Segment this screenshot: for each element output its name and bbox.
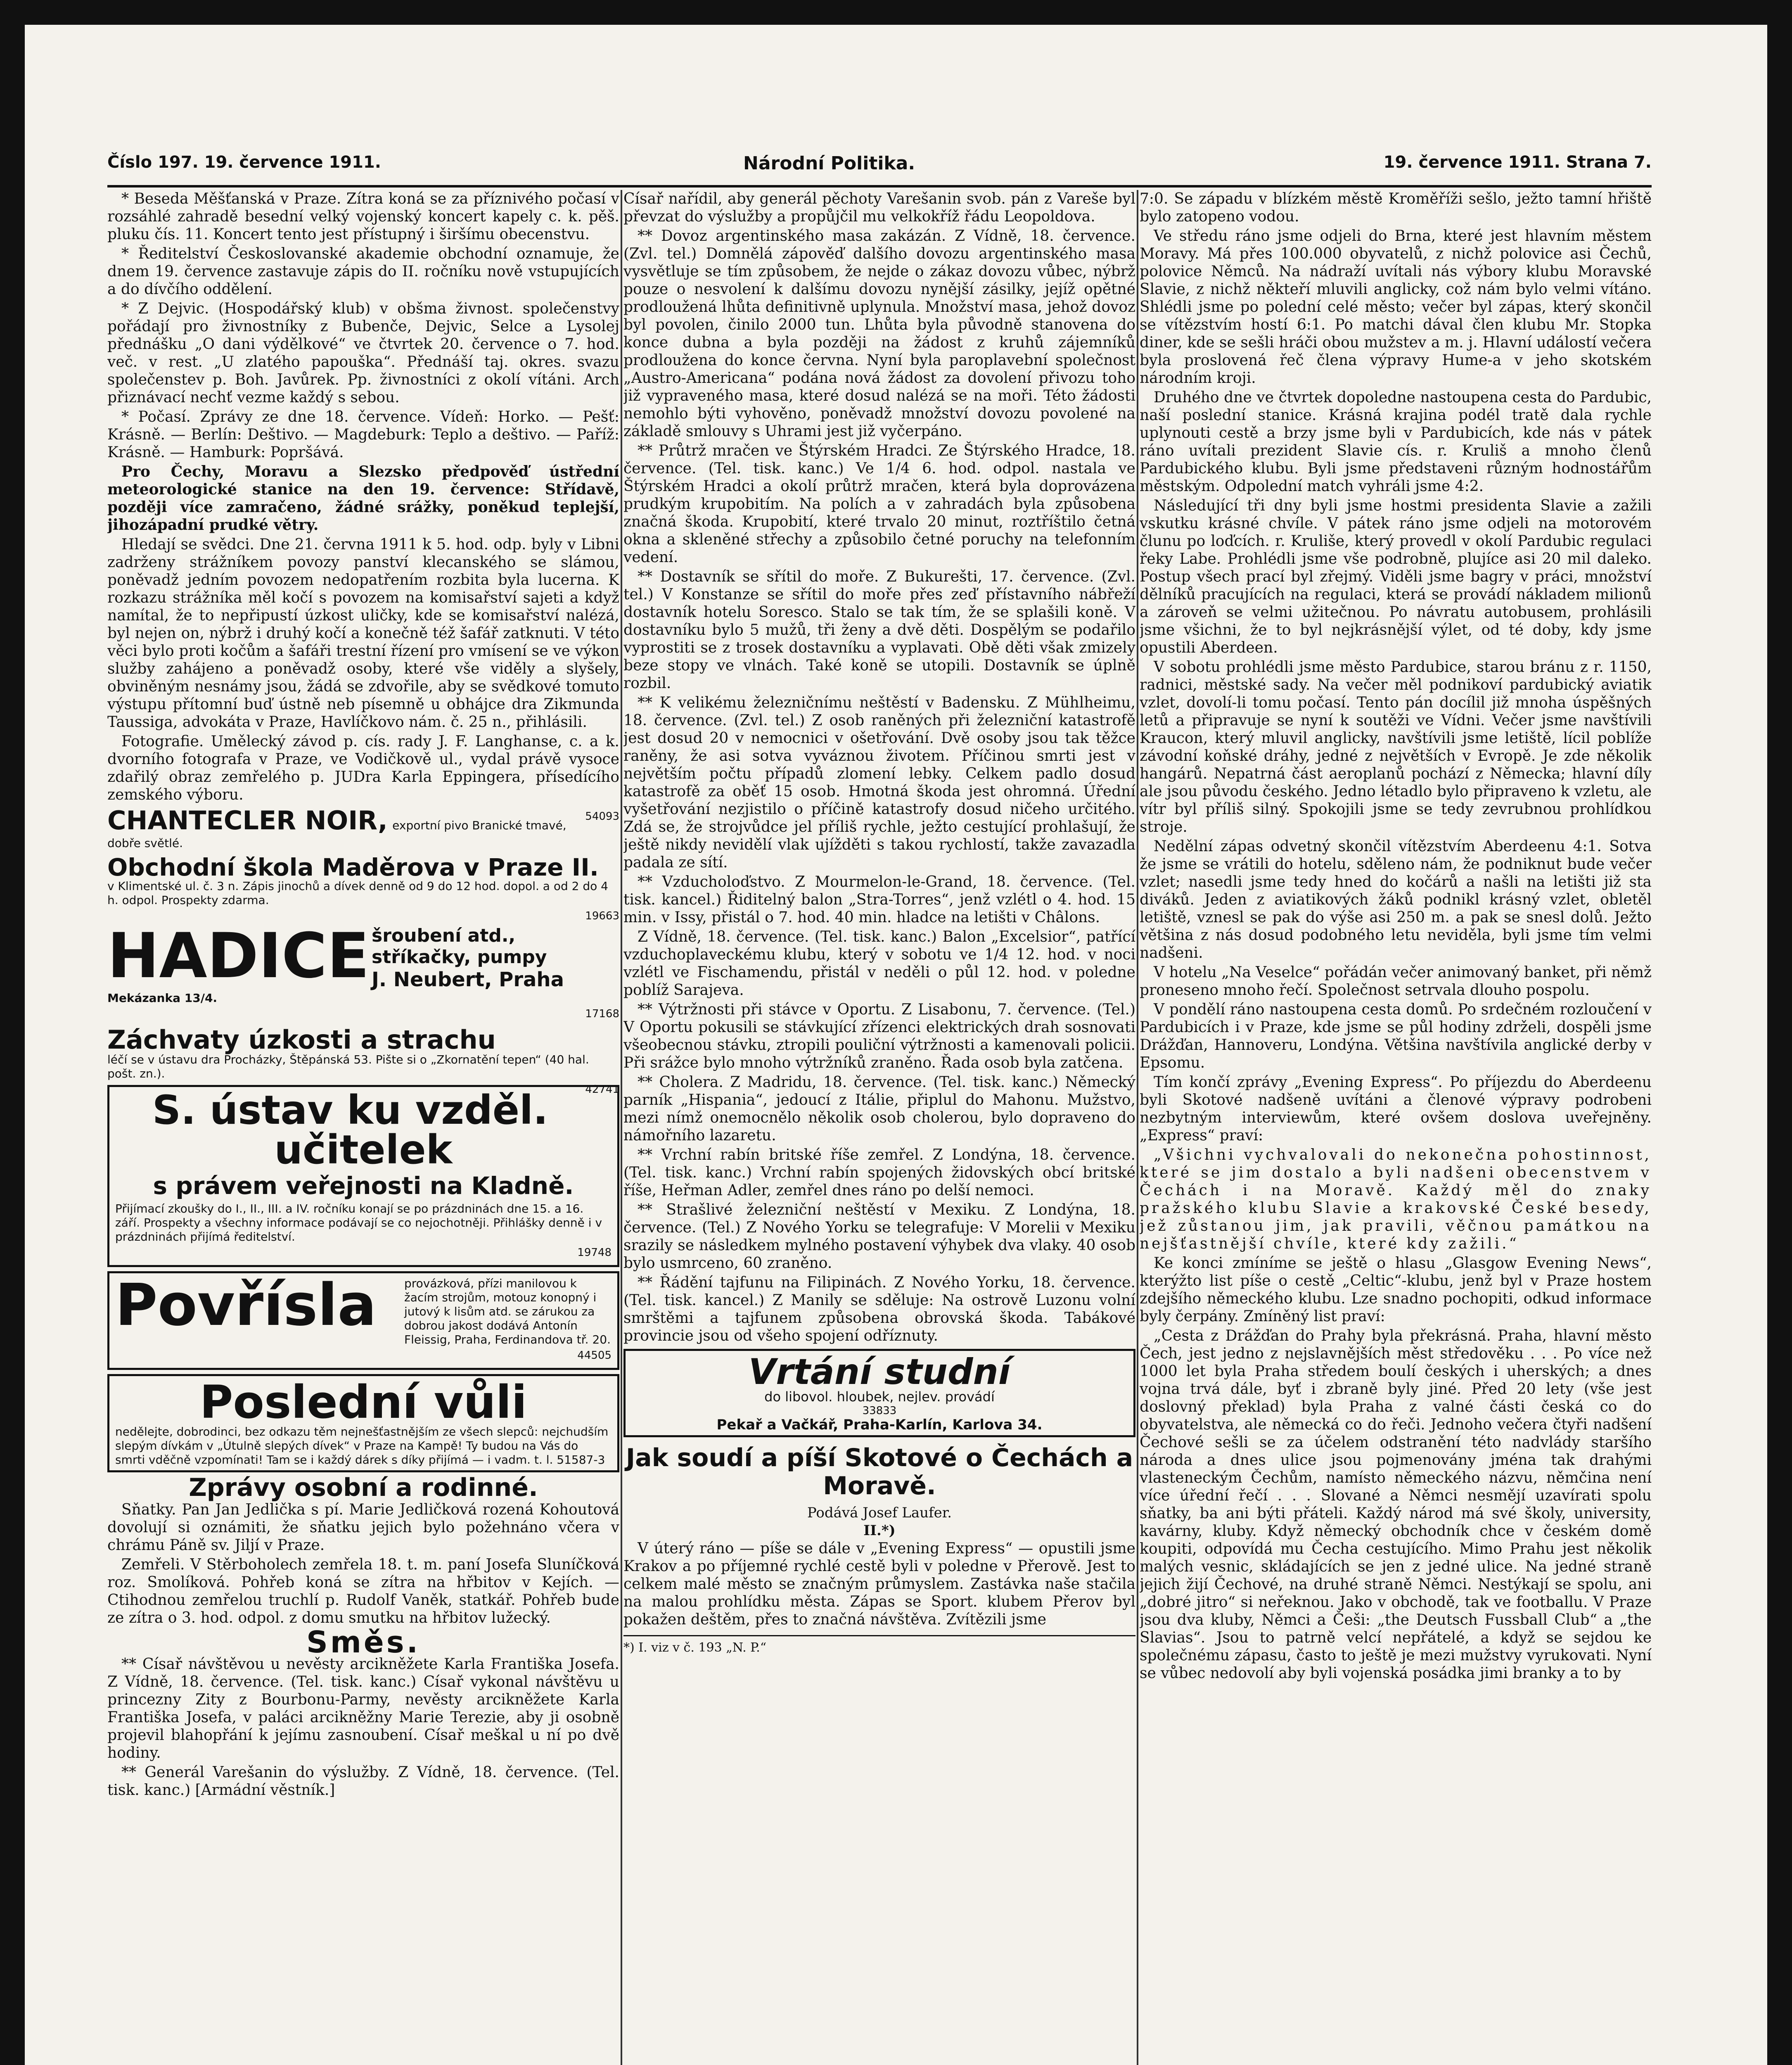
advert-firm: Pekař a Vačkář, Praha-Karlín, Karlova 34. (716, 1417, 1043, 1433)
header-date-page: 19. července 1911. Strana 7. (1383, 153, 1652, 172)
article-title: Jak soudí a píší Skotové o Čechách a Moravě. (626, 1443, 1133, 1500)
column-2 (623, 190, 1135, 2065)
advert-ustav (107, 1085, 619, 1267)
header-masthead: Národní Politika. (743, 153, 915, 174)
article-byline: Podává Josef Laufer. (807, 1505, 952, 1521)
advert-subtitle: s právem veřejnosti na Kladně. (153, 1172, 574, 1200)
news-item: Sňatky. Pan Jan Jedlička s pí. Marie Jedličková rozená Kohoutová dovolují si oznámiti, že sňatku jejich bylo požehnáno včera v chrámu Páně sv. Jiljí v Praze. (107, 1501, 619, 1554)
news-item: ** Cholera. Z Madridu, 18. července. (Tel. tisk. kanc.) Německý parník „Hispania“, jedoucí z Itálie, připlul do Mahonu. Mužstvo, mezi nímž onemocnělo několik osob cholerou, bylo dopraveno do námořního lazaretu. (623, 1074, 1135, 1144)
advert-text: Přijímací zkoušky do I., II., III. a IV. ročníku konají se po prázdninách dne 15. a 16. září. Prospekty a všechny informace podávají se co nejochotněji. Přihlášky denně i v prázdninách přijímá ředitelství. (115, 1202, 602, 1244)
article-paragraph: V sobotu prohlédli jsme město Pardubice, starou bránu z r. 1150, radnici, městské sady. Na večer měl podnikoví pardubický aviatik vzlet, dovolí-li tomu počasí. Tento pán docílil již mnoha úspěšných letů a připravuje se nyní k soutěži ve Vídni. Večer jsme navštívili Kraucon, který mluvil anglicky, navštívili jsme letiště, lícil poblíže závodní koňské dráhy, jedné z největších v Evropě. Je zde několik hangárů. Nepatrná část aeroplanů pochází z Německa; hlavní díly ale jsou původu českého. Jedno létadlo bylo připraveno k vzletu, ale vítr byl příliš silný. Spokojili jsme se tedy zevrubnou prohlídkou stroje. (1140, 659, 1652, 835)
news-item: ** K velikému železničnímu neštěstí v Badensku. Z Mühlheimu, 18. července. (Zvl. tel.) Z osob raněných při železniční katastrofě jest dosud 20 v nemocnici v ošetřování. Dvě osoby jsou tak těžce raněny, že asi sotva vyváznou životem. Příčinou smrti jest v největším počtu případů zlomení lebky. Celkem padlo dosud katastrofě za oběť 15 osob. Hmotná škoda jest ohromná. Úřední vyšetřování nezjistilo o příčině katastrofy dosud ničeho určitého. Zdá se, že strojvůdce jel příliš rychle, ježto cestující prohlašují, že ještě nikdy nevidělí vlak ujížděti s takou rychlostí, takže zavazadla padala ze sítí. (623, 694, 1135, 871)
news-item: ** Průtrž mračen ve Štýrském Hradci. Ze Štýrského Hradce, 18. července. (Tel. tisk. kanc.) Ve 1/4 6. hod. odpol. nastala ve Štýrském Hradci a okolí průtrž mračen, která byla doprovázena prudkým krupobitím. Na polích a v zahradách byla způsobena značná škoda. Krupobití, které trvalo 20 minut, roztříštilo četná okna a skleněné střechy a způsobilo četné poruchy na telefonním vedení. (623, 442, 1135, 566)
advert-text: v Klimentské ul. č. 3 n. Zápis jinochů a dívek denně od 9 do 12 hod. dopol. a od 2 do 4 h. odpol. Prospekty zdarma. (107, 879, 608, 907)
advert-text: do libovol. hloubek, nejlev. provádí (764, 1389, 995, 1405)
advert-number: 19663 (585, 910, 619, 922)
advert-title: CHANTECLER NOIR, (107, 805, 388, 835)
article-paragraph: Ke konci zmíníme se ještě o hlasu „Glasgow Evening News“, kterýžto list píše o cestě „Celtic“-klubu, jenž byl v Praze hostem zdejšího německého klubu. Lze snadno pochopiti, odkud informace byly čerpány. Zmíněný list praví: (1140, 1255, 1652, 1325)
advert-number: 19748 (577, 1246, 612, 1259)
advert-title: Záchvaty úzkosti a strachu (107, 1025, 496, 1055)
column-divider (1137, 190, 1138, 2065)
advert-number: 54093 (585, 810, 619, 823)
news-item: Zemřeli. V Stěrboholech zemřela 18. t. m. paní Josefa Sluníčková roz. Smolíková. Pohřeb koná se zítra na hřbitov v Kejích. — Ctihodnou zemřelou truchlí p. Rudolf Vaněk, statkář. Pohřeb bude ze zítra o 3. hod. odpol. z domu smutku na hřbitov lužecký. (107, 1556, 619, 1626)
section-heading: Zprávy osobní a rodinné. (189, 1473, 538, 1502)
article-paragraph: V pondělí ráno nastoupena cesta domů. Po srdečném rozloučení v Pardubicích i v Praze, kde jsme se půl hodiny zdrželi, dospěli jsme Drážďan, Hannoveru, Londýna. Většina navštívila anglické derby v Epsomu. (1140, 1001, 1652, 1071)
news-item: Fotografie. Umělecký závod p. cís. rady J. F. Langhanse, c. a k. dvorního fotografa v Praze, ve Vodičkově ul., vydal právě vysoce zdařilý obraz zemřelého p. JUDra Karla Eppingera, přísedícího zemského výboru. (107, 733, 619, 803)
article-paragraph: Druhého dne ve čtvrtek dopoledne nastoupena cesta do Pardubic, naší poslední stanice. Krásná krajina podél tratě dala rychle uplynouti cestě a brzy jsme byli v Pardubicích, kde nás v pátek ráno uvítali prezident Slavie cís. r. Kruliš a mnoho členů Pardubického klubu. Byli jsme představeni různým hodnostářům městským. Odpolední match vyhráli jsme 4:2. (1140, 389, 1652, 495)
advert-zachvaty (107, 1025, 619, 1096)
news-item: Císař nařídil, aby generál pěchoty Varešanin svob. pán z Vareše byl převzat do výslužby a propůjčil mu velkokříž řádu Leopoldova. (623, 190, 1135, 225)
advert-address: Mekázanka 13/4. (107, 991, 218, 1005)
column-divider (621, 190, 622, 2065)
advert-text: léčí se v ústavu dra Procházky, Štěpánská 53. Pište si o „Zkornatění tepen“ (40 hal. pošt. zn.). (107, 1053, 589, 1080)
news-item: Z Vídně, 18. července. (Tel. tisk. kanc.) Balon „Excelsior“, patřící vzduchoplaveckému klubu, který v sobotu ve 1/4 12. hod. v noci vzlétl ve Fischamendu, přistál v neděli o půl 12. hod. v poledne poblíž Sarajeva. (623, 928, 1135, 999)
weather-forecast: Pro Čechy, Moravu a Slezsko předpověď ústřední meteorologické stanice na den 19. července: Střídavě, později více zamračeno, žádné srážky, poněkud teplejší, jihozápadní prudké větry. (107, 463, 619, 534)
news-item: * Ředitelství Českoslovanské akademie obchodní oznamuje, že dnem 19. července zastavuje zápis do II. ročníku nově vstupujících a do dívčího oddělení. (107, 245, 619, 298)
news-item: ** Výtržnosti při stávce v Oportu. Z Lisabonu, 7. července. (Tel.) V Oportu pokusili se stávkující zřízenci elektrických drah sosnovati všeobecnou stávku, ztropili pouliční výtržnosti a kamenovali policii. Při srážce bylo mnoho výtržníků zraněno. Řada osob byla zatčena. (623, 1001, 1135, 1071)
advert-text: nedělejte, dobrodinci, bez odkazu těm nejnešťastnějším ze všech slepců: nejchudším slepým dívkám v „Útulně slepých dívek“ v Praze na Kampě! Ty budou na Vás do smrti vděčně vzpomínati! Tam se i každý dárek s díky přijímá — i vadm. t. l. 51587-3 (115, 1425, 609, 1467)
article-paragraph: V hotelu „Na Veselce“ pořádán večer animovaný banket, při němž proneseno mnoho řečí. Společnost setrvala dlouho pospolu. (1140, 964, 1652, 999)
news-item: * Z Dejvic. (Hospodářský klub) v obšma živnost. společenstvy pořádají pro živnostníky z Bubenče, Dejvic, Selce a Lysolej přednášku „O dani výdělkové“ ve čtvrtek 20. července o 7. hod. več. v rest. „U zlatého papouška“. Přednáší taj. okres. svazu společenstev p. Boh. Javůrek. Pp. živnostníci z okolí vítáni. Arch přiznávací nechť vezme každý s sebou. (107, 300, 619, 406)
article-quote: „Cesta z Drážďan do Prahy byla překrásná. Praha, hlavní město Čech, jest jedno z nejslavnějších měst středověku . . . Po více než 1000 let byla Praha středem boulí českých i uherských; a dnes vojna trvá dále, byť i zbraně byly jiné. Před 20 lety (vše jest doslovný překlad) byla Praha z valné části česká co do obyvatelstva, ale německá co do řeči. Jednoho večera čtyři nadšení Čechové sešli se za účelem odstranění této nadvlády staršího národa a dnes ulice jsou pojmenovány jména tak drahými vlasteneckým Čechům, namísto německého názvu, němčina není více úřední řečí . . . Slované a Němci nesmějí uzavírati spolu sňatky, ba ani býti přáteli. Každý národ má své školy, university, kavárny, kluby. Když německý obchodník chce v českém domě koupiti, odpovídá mu Čecha cestujícího. Mimo Prahu jest několik malých vesnic, skládajících se jen z jedné ulice. Na jedné straně jejich žijí Čechové, na druhé straně Němci. Nestýkají se spolu, ani „dobré jitro“ si neřeknou. Jako v obchodě, tak ve footballu. V Praze jsou dva kluby, Němci a Češi: „the Deutsch Fussball Club“ a „the Slavias“. Jsou to patrně velcí nepřátelé, a když se sejdou ke společnému zápasu, často to ještě je mezi mužstvy vyrukovati. Nyní se vůbec nedovolí aby byli vojenská posádka jimi branky a to by (1140, 1327, 1652, 1682)
advert-number: 44505 (577, 1349, 612, 1362)
advert-skola (107, 853, 619, 922)
news-item: ** Generál Varešanin do výslužby. Z Vídně, 18. července. (Tel. tisk. kanc.) [Armádní věstník.] (107, 1764, 619, 1799)
advert-number: 33833 (862, 1405, 897, 1417)
article-paragraph: 7:0. Se západu v blízkém městě Kroměříži sešlo, ježto tamní hřiště bylo zatopeno vodou. (1140, 190, 1652, 225)
column-1 (107, 190, 619, 2065)
article-part: II.*) (863, 1522, 896, 1539)
advert-vrtani (623, 1349, 1135, 1437)
header-rule (107, 185, 1652, 188)
news-item: ** Vzducholoďstvo. Z Mourmelon-le-Grand, 18. července. (Tel. tisk. kancel.) Řiditelný balon „Stra-Torres“, jenž vzlétl o 4. hod. 15 min. v Issy, přistál o 7. hod. 40 min. hladce na letišti v Châlons. (623, 873, 1135, 926)
advert-title: S. ústav ku vzděl. učitelek (152, 1087, 548, 1173)
advert-number: 42741 (585, 1083, 619, 1096)
news-item: ** Strašlivé železniční neštěstí v Mexiku. Z Londýna, 18. července. (Tel.) Z Nového Yorku se telegrafuje: V Morelii v Mexiku srazily se následkem mylného postavení výhybek dva vlaky. 40 osob bylo usmrceno, 60 zraněno. (623, 1201, 1135, 1272)
header-issue: Číslo 197. 19. července 1911. (107, 153, 381, 172)
news-item: ** Vrchní rabín britské říše zemřel. Z Londýna, 18. července. (Tel. tisk. kanc.) Vrchní rabín spojených židovských obcí britské říše, Heřman Adler, zemřel dnes ráno po delší nemoci. (623, 1146, 1135, 1199)
news-item: Hledají se svědci. Dne 21. června 1911 k 5. hod. odp. byly v Libni zadrženy strážníkem povozy panství klecanského se slámou, poněvadž jedním povozem nedopatřením rozbita byla lucerna. K rozkazu strážníka měl kočí s povozem na komisařství sajeti a když namítal, že to nepřipustí úzkost uličky, kde se komisařství nalézá, byl nejen on, nýbrž i druhý kočí a konečně též šafář zatknuti. V této věci bylo proti kočům a šafáři trestní řízení pro vmísení se ve výkon služby zahájeno a poněvadž osoby, které vše viděly a slyšely, obviněným nesnámy jsou, žádá se zdvořile, aby se svědkové tomuto výstupu přítomní buď ústně neb písemně u obhájce dra Zikmunda Taussiga, advokáta v Praze, Havlíčkovo nám. č. 25 n., přihlásili. (107, 536, 619, 731)
article-paragraph: V úterý ráno — píše se dále v „Evening Express“ — opustili jsme Krakov a po příjemné rychlé cestě byli v poledne v Přerově. Jest to celkem malé město se značným průmyslem. Zastávka naše stačila na malou prohlídku města. Zápas se Sport. klubem Přerov byl pokažen deštěm, přes to značná návštěva. Zvítězili jsme (623, 1540, 1135, 1628)
column-3 (1140, 190, 1652, 2065)
advert-title: HADICE (107, 925, 370, 992)
page-header (107, 153, 1652, 182)
news-item: ** Dovoz argentinského masa zakázán. Z Vídně, 18. července. (Zvl. tel.) Domnělá zápověď dalšího dovozu argentinského masa vysvětluje se tím způsobem, že nejde o zákaz dovozu vůbec, nýbrž pouze o nesvolení k dalšímu dovozu nynější zásilky, jejíž opětné prodloužená lhůta definitivně uplynula. Množství masa, jehož dovoz byl povolen, činilo 2000 tun. Lhůta byla původně stanovena do konce dubna a byla později na žádost z kruhů zájemníků prodloužena do konce června. Nyní byla paroplavební společnost „Austro-Americana“ podána nová žádost za dovolení přivozu toho již vypraveného masa, které dosud nalézá se na moři. Této žádosti nemohlo býti vyhověno, poněvadž množství dovozu povolené na základě smlouvy s Uhrami jest již vyčerpáno. (623, 228, 1135, 440)
advert-text: provázková, přízi manilovou k žacím strojům, motouz konopný i jutový k lisům atd. se zárukou za dobrou jakost dodává Antonín Fleissig, Praha, Ferdinandova tř. 20. (404, 1277, 611, 1346)
news-item: * Beseda Měšťanská v Praze. Zítra koná se za příznivého počasí v rozsáhlé zahradě besední velký vojenský koncert kapely c. k. pěš. pluku čís. 11. Koncert tento jest přístupný i širšímu obecenstvu. (107, 190, 619, 243)
advert-hadice (107, 925, 619, 1023)
article-paragraph: Nedělní zápas odvetný skončil vítězstvím Aberdeenu 4:1. Sotva že jsme se vrátili do hotelu, sděleno nám, že podniknut bude večer vzlet; nasedli jsme tedy hned do kočárů a našli na letišti již sta diváků. Jeden z aviatikových žáků podnikl krásný vzlet, obletěl letiště, vznesl se pak do výše asi 250 m. a pak se snesl dolů. Ježto většina z nás dosud podobného letu neviděla, byli jsme tím velmi nadšeni. (1140, 838, 1652, 961)
article-paragraph: Následující tři dny byli jsme hostmi presidenta Slavie a zažili vskutku krásné chvíle. V pátek ráno jsme odjeli na motorovém člunu po loďcích. r. Kruliše, který provedl v okolí Pardubic regulaci řeky Labe. Prohlédli jsme vše podrobně, plujíce asi 20 mil daleko. Postup všech prací byl zřejmý. Viděli jsme bagry v práci, množství dělníků pracujících na regulaci, která se provádí nákladem milionů a zároveň se velmi užitečnou. Po návratu autobusem, prohlásili jsme všichni, že to byl nejkrásnější výlet, od té doby, kdy jsme opustili Aberdeen. (1140, 497, 1652, 656)
footnote: *) I. viz v č. 193 „N. P.“ (623, 1635, 1135, 1657)
section-heading: Směs. (306, 1625, 420, 1659)
weather-report: * Počasí. Zprávy ze dne 18. července. Vídeň: Horko. — Pešť: Krásně. — Berlín: Deštivo. — Magdeburk: Teplo a deštivo. — Paříž: Krásně. — Hamburk: Popršává. (107, 408, 619, 461)
advert-title: Poslední vůli (199, 1376, 527, 1429)
news-item: ** Dostavník se sřítil do moře. Z Bukurešti, 17. července. (Zvl. tel.) V Konstanze se sřítil do moře přes zeď přístavního nábřeží dostavník hotelu Soresco. Stalo se tak tím, že se splašili koně. V dostavníku bylo 5 mužů, tři ženy a dvě děti. Dospělým se podařilo vyprostiti se z trosek dostavníku a vyplavati. Obě děti však zmizely beze stopy ve vlnách. Také koně se utopili. Dostavník se úplně rozbil. (623, 568, 1135, 692)
article-quote: „Všichni vychvalovali do nekonečna pohostinnost, které se jim dostalo a byli nadšeni obecenstvem v Čechách i na Moravě. Každý měl do znaky pražského klubu Slavie a krakovské České besedy, jež zůstanou jim, jak pravili, věčnou památkou na nejšťastnější chvíle, které kdy zažili.“ (1140, 1146, 1652, 1252)
advert-text: exportní pivo Branické tmavé, dobře světlé. (107, 819, 567, 850)
news-item: ** Císař návštěvou u nevěsty arcikněžete Karla Františka Josefa. Z Vídně, 18. července. (Tel. tisk. kanc.) Císař vykonal návštěvu u princezny Zity z Bourbonu-Parmy, nevěsty arcikněžete Karla Františka Josefa, v paláci arcikněžny Marie Terezie, aby ji osobně projevil blahopřání k jejímu zasnoubení. Císař meškal u ní po dvě hodiny. (107, 1656, 619, 1761)
article-paragraph: Tím končí zprávy „Evening Express“. Po příjezdu do Aberdeenu byli Skotové nadšeně uvítáni a členové výpravy podrobeni nezbytným interviewům, které ovšem doslova uveřejněny. „Express“ praví: (1140, 1074, 1652, 1144)
advert-posledni-vuli (107, 1374, 619, 1472)
advert-number: 17168 (585, 1008, 619, 1020)
advert-title: Obchodní škola Maděrova v Praze II. (107, 853, 599, 881)
advert-text: šroubení atd., stříkačky, pumpy (372, 925, 547, 968)
advert-chantecler (107, 805, 619, 851)
advert-firm: J. Neubert, Praha (372, 968, 564, 991)
advert-title: Vrtání studní (748, 1351, 1011, 1393)
advert-title: Povřísla (115, 1272, 377, 1339)
news-item: ** Řádění tajfunu na Filipinách. Z Nového Yorku, 18. července. (Tel. tisk. kancel.) Z Manily se sděluje: Na ostrově Luzonu volní smrštěmi a tajfunem způsobena obrovská škoda. Tabákové provincie jsou od všeho spojení odříznuty. (623, 1274, 1135, 1344)
article-paragraph: Ve středu ráno jsme odjeli do Brna, které jest hlavním městem Moravy. Má přes 100.000 obyvatelů, z nichž polovice asi Čechů, polovice Němců. Na nádraží uvítali nás výbory klubu Moravské Slavie, z nichž někteří mluvili anglicky, což nám bylo velmi vítáno. Shlédli jsme po polední celé město; večer byl zápas, který skončil se vítězstvím hostí 6:1. Po matchi dával člen klubu Mr. Stopka diner, kde se sešli hráči obou mužstev a m. j. Hlavní událostí večera byla proslovená řeč člena výpravy Hume-a v jeho skotském národním kroji. (1140, 228, 1652, 387)
advert-povrisla (107, 1271, 619, 1370)
